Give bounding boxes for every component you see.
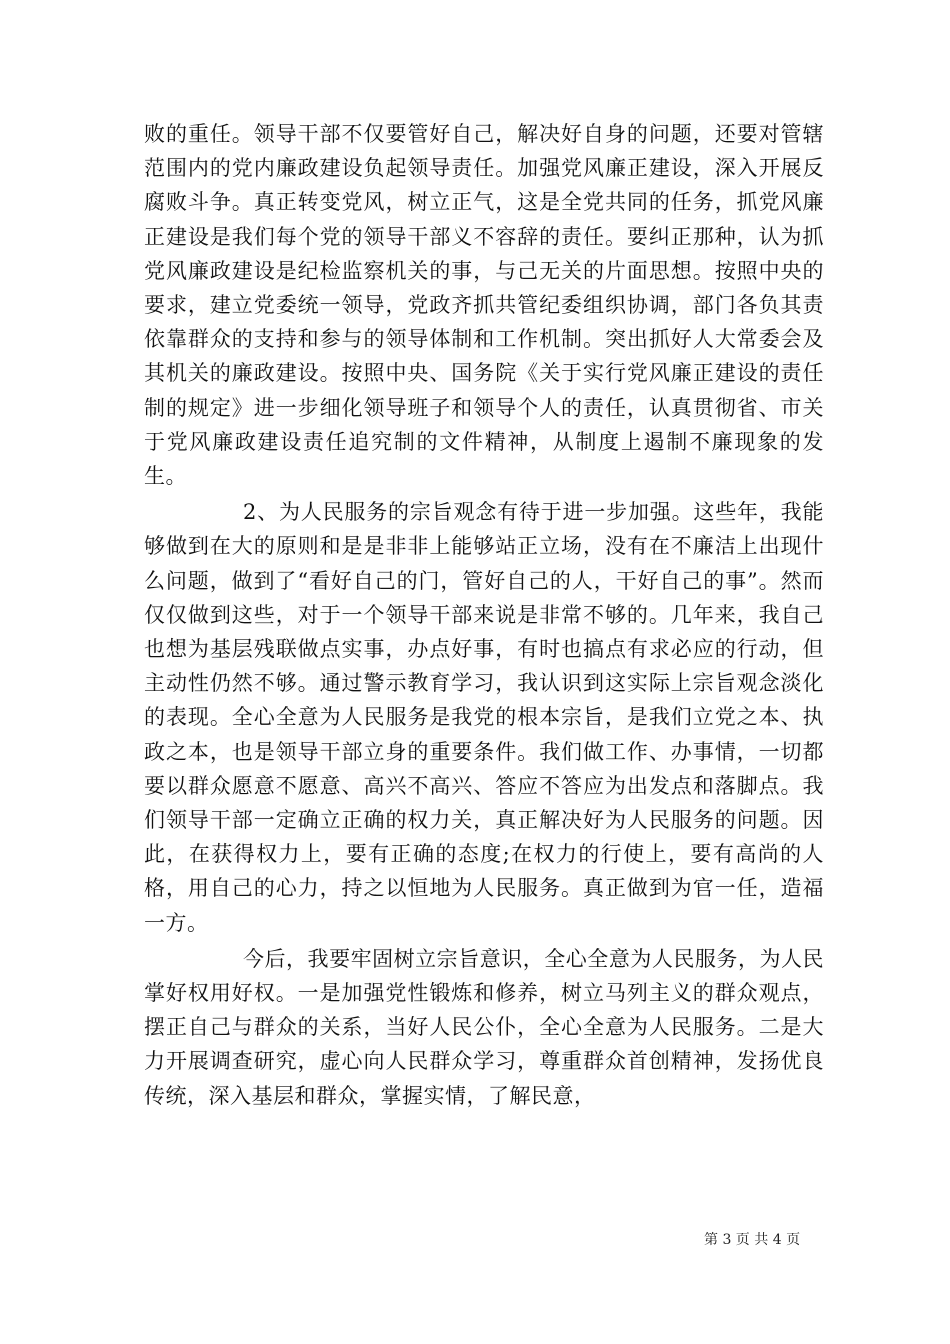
- document-body: [144, 117, 824, 1113]
- page-number: 第 3 页 共 4 页: [704, 1232, 801, 1248]
- paragraph-1: 败的重任。领导干部不仅要管好自己，解决好自身的问题，还要对管辖范围内的党内廉政建设负起领导责任。加强党风廉正建设，深入开展反腐败斗争。真正转变党风，树立正气，这是全党共同的任务，抓党风廉正建设是我们每个党的领导干部义不容辞的责任。要纠正那种，认为抓党风廉政建设是纪检监察机关的事，与己无关的片面思想。按照中央的要求，建立党委统一领导，党政齐抓共管纪委组织协调，部门各负其责依靠群众的支持和参与的领导体制和工作机制。突出抓好人大常委会及其机关的廉政建设。按照中央、国务院《关于实行党风廉正建设的责任制的规定》进一步细化领导班子和领导个人的责任，认真贯彻省、市关于党风廉政建设责任追究制的文件精神，从制度上遏制不廉现象的发生。: [144, 122, 824, 489]
- paragraph-3: 今后，我要牢固树立宗旨意识，全心全意为人民服务，为人民掌好权用好权。一是加强党性锻炼和修养，树立马列主义的群众观点，摆正自己与群众的关系，当好人民公仆，全心全意为人民服务。二是大力开展调查研究，虚心向人民群众学习，尊重群众首创精神，发扬优良传统，深入基层和群众，掌握实情，了解民意，: [144, 946, 824, 1108]
- paragraph-2: 2、为人民服务的宗旨观念有待于进一步加强。这些年，我能够做到在大的原则和是是非非上能够站正立场，没有在不廉洁上出现什么问题，做到了“看好自己的门，管好自己的人，干好自己的事”。然而仅仅做到这些，对于一个领导干部来说是非常不够的。几年来，我自己也想为基层残联做点实事，办点好事，有时也搞点有求必应的行动，但主动性仍然不够。通过警示教育学习，我认识到这实际上宗旨观念淡化的表现。全心全意为人民服务是我党的根本宗旨，是我们立党之本、执政之本，也是领导干部立身的重要条件。我们做工作、办事情，一切都要以群众愿意不愿意、高兴不高兴、答应不答应为出发点和落脚点。我们领导干部一定确立正确的权力关，真正解决好为人民服务的问题。因此，在获得权力上，要有正确的态度;在权力的行使上，要有高尚的人格，用自己的心力，持之以恒地为人民服务。真正做到为官一任，造福一方。: [144, 500, 824, 935]
